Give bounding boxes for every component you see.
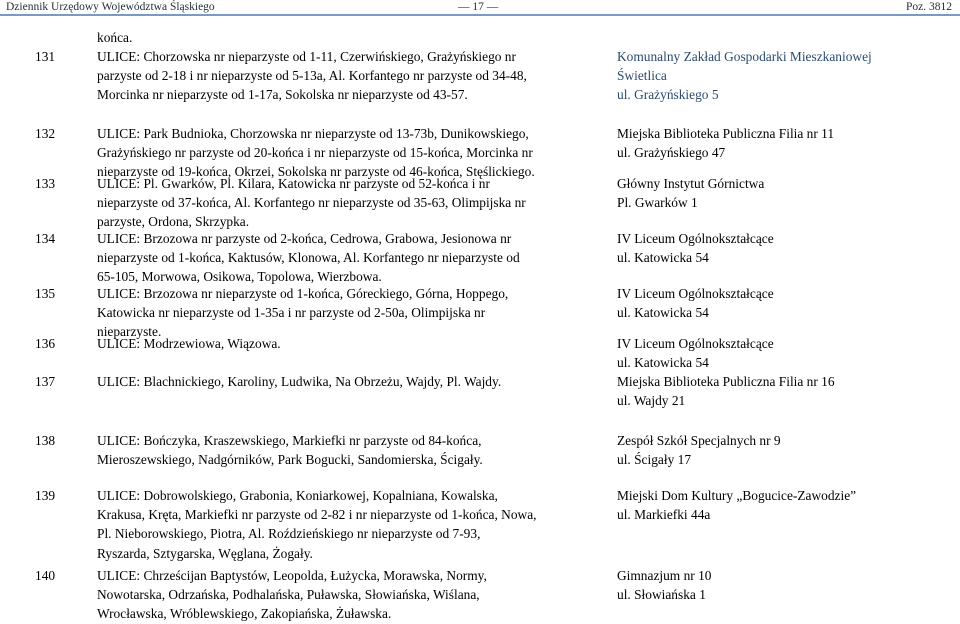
row-number: 137 — [35, 374, 56, 389]
journal-title: Dziennik Urzędowy Województwa Śląskiego — [6, 1, 215, 13]
header-divider — [0, 14, 960, 16]
row-streets: ULICE: Park Budnioka, Chorzowska nr nieparzyste od 13-73b, Dunikowskiego, Grażyńskiego nr parzyste od 20-końca i nr nieparzyste od 15-końca, Morcinka nr nieparzyste od 19-końca, Okrzei, Sokolska nr parzyste od 46-końca, Stęślickiego. — [97, 126, 535, 180]
row-location: Zespół Szkół Specjalnych nr 9 ul. Ścigały 17 — [617, 433, 781, 468]
row-number: 139 — [35, 488, 56, 503]
row-number: 140 — [35, 568, 56, 583]
row-number: 135 — [35, 286, 56, 301]
row-location: Gimnazjum nr 10 ul. Słowiańska 1 — [617, 568, 712, 603]
row-location: IV Liceum Ogólnokształcące ul. Katowicka 54 — [617, 231, 774, 266]
row-location: Miejska Biblioteka Publiczna Filia nr 11 ul. Grażyńskiego 47 — [617, 126, 835, 161]
row-streets: ULICE: Chorzowska nr nieparzyste od 1-11, Czerwińskiego, Grażyńskiego nr parzyste od 2-18 i nr nieparzyste od 5-13a, Al. Korfantego nr parzyste od 34-48, Morcinka nr nieparzyste od 1-17a, Sokolska nr nieparzyste od 43-57. — [97, 49, 527, 103]
row-location: Główny Instytut Górnictwa Pl. Gwarków 1 — [617, 176, 765, 211]
row-streets: ULICE: Chrześcijan Baptystów, Leopolda, Łużycka, Morawska, Normy, Nowotarska, Odrzańska, Podhalańska, Puławska, Słowiańska, Wiślana, Wrocławska, Wróblewskiego, Zakopiańska, Żuławska. — [97, 568, 487, 622]
row-location: Miejska Biblioteka Publiczna Filia nr 16 ul. Wajdy 21 — [617, 374, 835, 409]
row-number: 133 — [35, 176, 56, 191]
row-streets: ULICE: Modrzewiowa, Wiązowa. — [97, 336, 281, 351]
row-streets: ULICE: Bończyka, Kraszewskiego, Markiefki nr parzyste od 84-końca, Mieroszewskiego, Nadgórników, Park Bogucki, Sandomierska, Ścigały. — [97, 433, 483, 468]
row-number: 131 — [35, 49, 56, 64]
page-header — [0, 0, 960, 14]
page-number: — 17 — — [458, 1, 499, 13]
row-streets: ULICE: Dobrowolskiego, Grabonia, Koniarkowej, Kopalniana, Kowalska, Krakusa, Kręta, Markiefki nr parzyste od 2-82 i nr nieparzyste od 1-końca, Nowa, Pl. Nieborowskiego, Piotra, Al. Roździeńskiego nr nieparzyste od 7-93, Ryszarda, Sztygarska, Węglana, Żogały. — [97, 488, 537, 561]
row-location: IV Liceum Ogólnokształcące ul. Katowicka 54 — [617, 336, 774, 371]
position-number: Poz. 3812 — [906, 1, 952, 13]
row-streets: końca. — [97, 30, 133, 45]
row-number: 134 — [35, 231, 56, 246]
row-location: Komunalny Zakład Gospodarki Mieszkaniowej Świetlica ul. Grażyńskiego 5 — [617, 49, 872, 103]
row-location: IV Liceum Ogólnokształcące ul. Katowicka 54 — [617, 286, 774, 321]
row-number: 138 — [35, 433, 56, 448]
row-streets: ULICE: Blachnickiego, Karoliny, Ludwika, Na Obrzeżu, Wajdy, Pl. Wajdy. — [97, 374, 502, 389]
row-streets: ULICE: Pl. Gwarków, Pl. Kilara, Katowicka nr parzyste od 52-końca i nr nieparzyste od 37-końca, Al. Korfantego nr nieparzyste od 35-63, Olimpijska nr parzyste, Ordona, Skrzypka. — [97, 176, 526, 230]
row-number: 136 — [35, 336, 56, 351]
row-number: 132 — [35, 126, 56, 141]
row-location: Miejski Dom Kultury „Bogucice-Zawodzie” ul. Markiefki 44a — [617, 488, 857, 523]
row-streets: ULICE: Brzozowa nr parzyste od 2-końca, Cedrowa, Grabowa, Jesionowa nr nieparzyste od 1-końca, Kaktusów, Klonowa, Al. Korfantego nr nieparzyste od 65-105, Morwowa, Osikowa, Topolowa, Wierzbowa. — [97, 231, 520, 285]
row-streets: ULICE: Brzozowa nr nieparzyste od 1-końca, Góreckiego, Górna, Hoppego, Katowicka nr nieparzyste od 1-35a i nr parzyste od 2-50a, Olimpijska nr nieparzyste. — [97, 286, 509, 340]
